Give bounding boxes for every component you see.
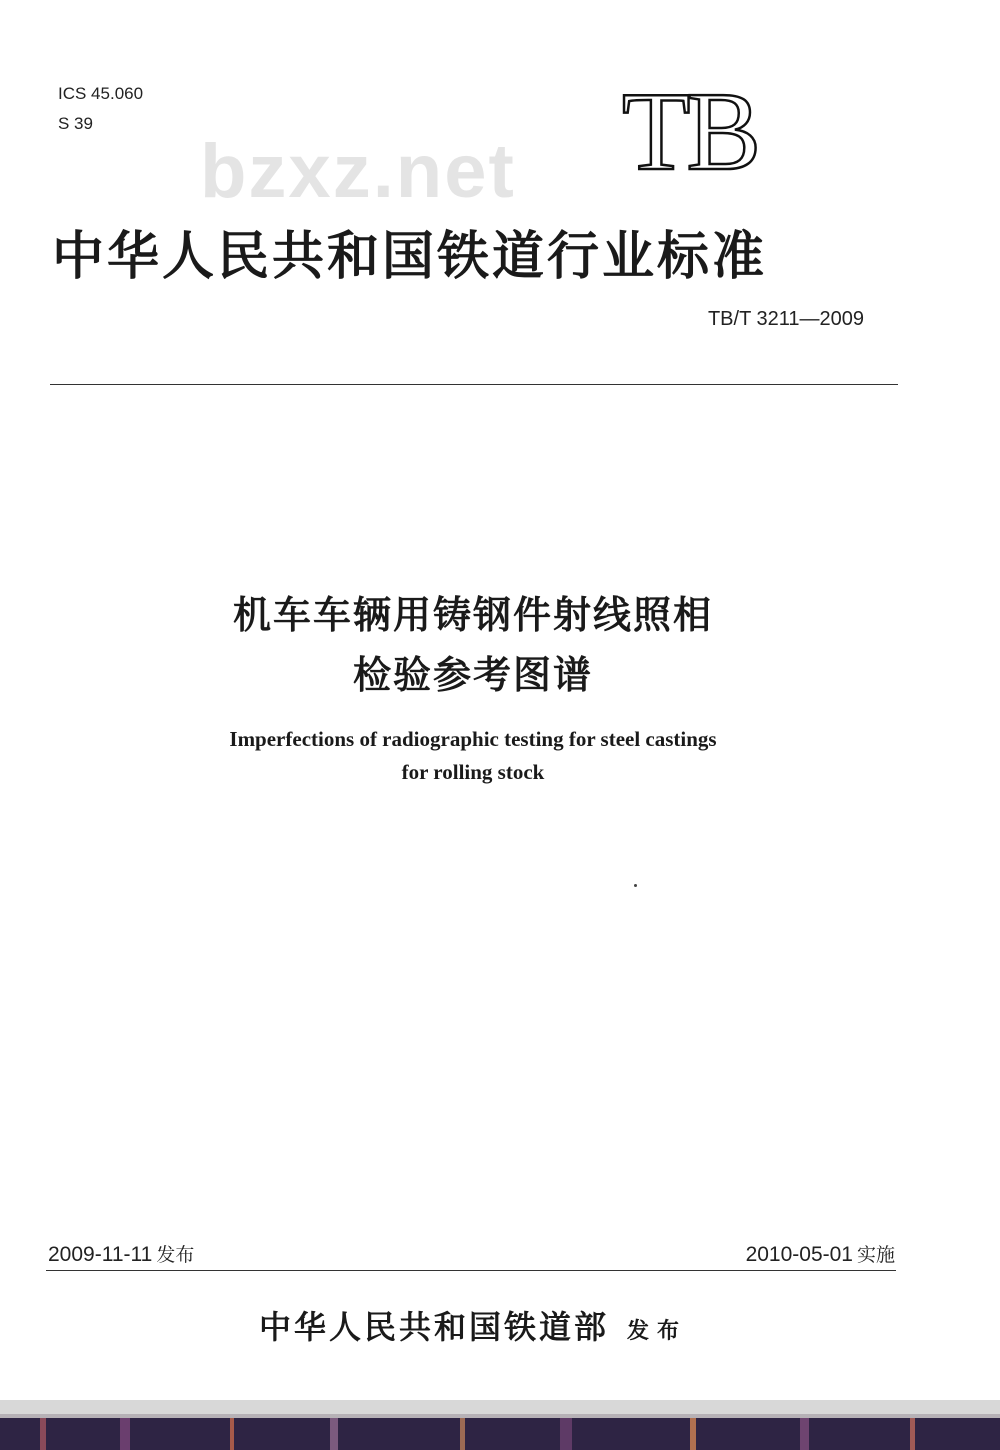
top-divider: [50, 384, 898, 385]
standard-number: TB/T 3211—2009: [707, 308, 864, 330]
footer-stripe: [560, 1418, 572, 1450]
effective-label: 实施: [856, 1244, 895, 1266]
effective-date-block: [746, 1240, 895, 1267]
publisher-suffix: 发布: [627, 1319, 688, 1344]
publisher-line: [0, 1302, 946, 1348]
ics-code: ICS 45.060: [58, 84, 144, 103]
footer-stripe: [690, 1418, 696, 1450]
footer-stripe: [120, 1418, 130, 1450]
scan-speck: [634, 884, 637, 887]
ccs-code: S 39: [58, 114, 93, 133]
footer-stripe: [800, 1418, 809, 1450]
scan-footer-strip: [0, 1400, 1000, 1450]
tb-logo: TB: [622, 70, 758, 194]
issue-date: 2009-11-11: [48, 1243, 153, 1266]
watermark: bzxz.net: [200, 129, 516, 214]
standard-title: 中华人民共和国铁道行业标准: [52, 226, 768, 287]
document-title-cn-line-1: 机车车辆用铸钢件射线照相: [232, 593, 713, 637]
footer-stripe: [910, 1418, 915, 1450]
document-title-en-line-2: for rolling stock: [401, 760, 545, 784]
footer-stripe: [330, 1418, 338, 1450]
footer-stripe: [230, 1418, 234, 1450]
bottom-divider: [46, 1270, 896, 1271]
issue-label: 发布: [156, 1244, 195, 1266]
document-title-cn-line-2: 检验参考图谱: [352, 653, 593, 697]
document-title-en-line-1: Imperfections of radiographic testing for steel castings: [229, 727, 717, 751]
publisher-name: 中华人民共和国铁道部: [258, 1308, 609, 1346]
footer-stripe: [40, 1418, 46, 1450]
issue-date-block: [48, 1240, 194, 1267]
footer-stripe: [460, 1418, 465, 1450]
effective-date: 2010-05-01: [745, 1243, 853, 1266]
